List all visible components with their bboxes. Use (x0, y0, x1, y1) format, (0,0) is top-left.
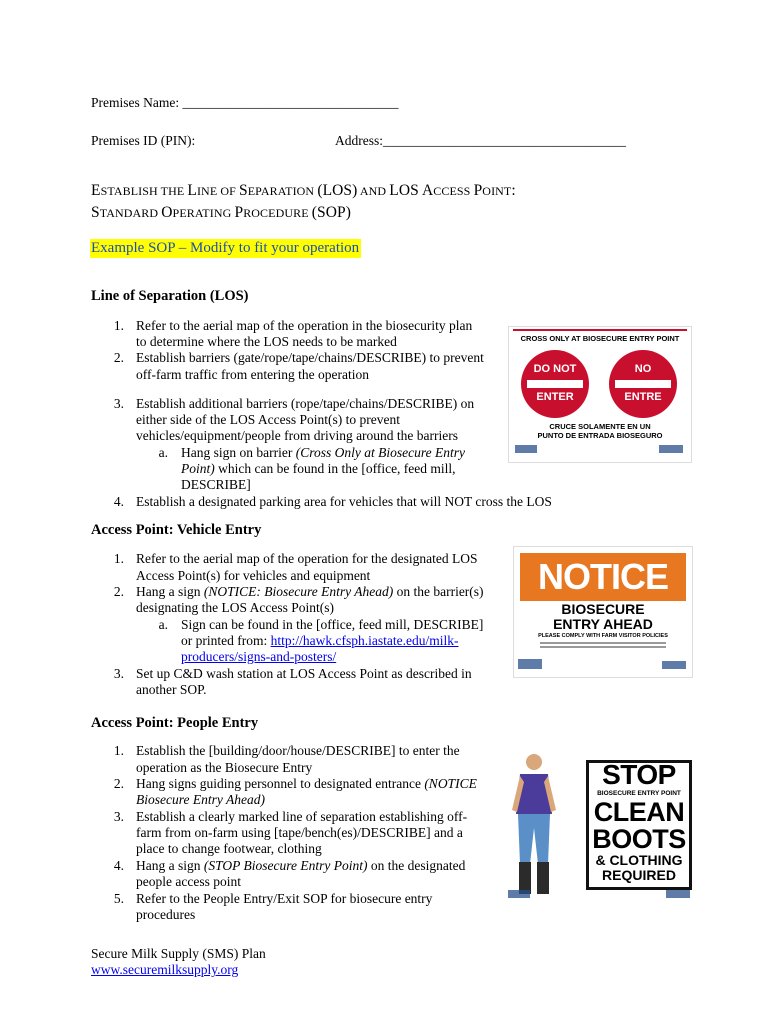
title-small-run: PERATING (172, 206, 235, 220)
signs-link-continued[interactable]: producers/signs-and-posters/ (181, 649, 337, 664)
example-note (90, 238, 361, 258)
list-item-text: Refer to the aerial map of the operation in the biosecurity plan (136, 318, 473, 333)
sign-reference: (STOP Biosecure Entry Point) (203, 858, 368, 873)
list-item-text: Establish additional barriers (rope/tape/chains/DESCRIBE) on (136, 396, 475, 411)
person-jeans (518, 814, 550, 864)
logo-left-icon (515, 445, 537, 453)
logo-right-icon (659, 445, 683, 453)
list-item-text: Establish a clearly marked line of separation establishing off- (136, 809, 468, 824)
do-not-enter-bar (527, 380, 583, 388)
section-heading-vehicle: Access Point: Vehicle Entry (91, 522, 262, 538)
no-text: NO (634, 363, 652, 375)
list-item-text: off-farm traffic from entering the operation (136, 367, 370, 382)
list-item-text (181, 461, 456, 477)
list-number: 3. (113, 396, 124, 411)
title-cap-run: (SOP) (311, 204, 352, 221)
entre-text: ENTRE (624, 391, 662, 403)
list-number: 4. (113, 858, 124, 873)
text-run: on the designated (367, 858, 466, 873)
logo-left-icon (518, 659, 542, 669)
list-item-text: Refer to the aerial map of the operation for the designated LOS (136, 551, 478, 566)
example-note-highlight: Example SOP – Modify to fit your operation (91, 240, 360, 256)
list-item-text: procedures (136, 907, 196, 922)
text-run: or printed from: (181, 633, 271, 648)
title-cap-run: S (239, 182, 248, 199)
list-item-text (136, 584, 484, 600)
stop-line3: & CLOTHING (595, 852, 683, 868)
list-number: 1. (113, 318, 124, 333)
sign-cross-spanish-1: CRUCE SOLAMENTE EN UN (549, 422, 651, 431)
list-item-text (136, 776, 477, 792)
stop-sub-text: BIOSECURE ENTRY POINT (597, 790, 681, 797)
logo-left-icon (508, 890, 530, 898)
text-run: Hang a sign (136, 584, 204, 599)
no-entry-signs (519, 349, 681, 419)
person-boot-right (537, 862, 549, 894)
title-cap-run: P (234, 204, 244, 221)
text-run: which can be found in the [office, feed mill, (214, 461, 456, 476)
address-row (335, 133, 626, 149)
list-item-text: Establish a designated parking area for vehicles that will NOT cross the LOS (136, 494, 552, 509)
list-number: 3. (113, 809, 124, 824)
sign-top-rule (513, 329, 687, 331)
list-item-text (181, 649, 336, 665)
person-in-boots-icon (504, 752, 564, 902)
notice-banner-text: NOTICE (537, 556, 668, 597)
list-letter: a. (158, 445, 168, 460)
notice-line3: PLEASE COMPLY WITH FARM VISITOR POLICIES (538, 633, 668, 639)
page-title-line2 (91, 203, 351, 223)
notice-fine-print-2 (540, 646, 666, 648)
notice-fine-print-1 (540, 642, 666, 644)
list-number: 3. (113, 666, 124, 681)
list-item-text: place to change footwear, clothing (136, 841, 322, 856)
sign-cross-spanish-2: PUNTO DE ENTRADA BIOSEGURO (537, 431, 663, 440)
text-run: Hang sign on barrier (181, 445, 296, 460)
list-item-text: operation as the Biosecure Entry (136, 760, 313, 775)
list-item-text: Access Point(s) for vehicles and equipment (136, 568, 371, 583)
list-number: 5. (113, 891, 124, 906)
list-item-text: either side of the LOS Access Point(s) to prevent (136, 412, 400, 427)
list-item-text (136, 858, 465, 874)
text-run: Hang signs guiding personnel to designated entrance (136, 776, 425, 791)
title-small-run: EPARATION (247, 184, 318, 198)
title-cap-run: (LOS) (317, 182, 358, 199)
list-item-text: farm from on-farm using [tape/bench(es)/DESCRIBE] and a (136, 825, 463, 840)
premises-name-row (91, 95, 398, 111)
footer-website-link[interactable] (91, 962, 238, 978)
logo-right-icon (666, 890, 690, 898)
website-link[interactable]: www.securemilksupply.org (91, 962, 239, 977)
title-cap-run: : (511, 182, 516, 199)
list-item-text: Set up C&D wash station at LOS Access Point as described in (136, 666, 472, 681)
list-number: 2. (113, 584, 124, 599)
premises-id-label: Premises ID (PIN): (91, 133, 196, 148)
title-small-run: OINT (482, 184, 512, 198)
list-letter: a. (158, 617, 168, 632)
sign-reference: (NOTICE (424, 776, 477, 791)
title-small-run: STABLISH THE (100, 184, 188, 198)
title-small-run: ROCEDURE (243, 206, 312, 220)
text-run: on the barrier(s) (393, 584, 484, 599)
title-small-run: INE OF (196, 184, 239, 198)
enter-text: ENTER (536, 391, 574, 403)
list-item-text: designating the LOS Access Point(s) (136, 600, 334, 615)
list-item-text: Sign can be found in the [office, feed mill, DESCRIBE] (181, 617, 484, 632)
title-cap-run: S (91, 204, 100, 221)
section-heading-people: Access Point: People Entry (91, 715, 259, 731)
premises-name-blank[interactable]: ________________________________ (182, 95, 399, 110)
list-number: 2. (113, 350, 124, 365)
list-item-text: Establish barriers (gate/rope/tape/chains/DESCRIBE) to prevent (136, 350, 484, 365)
page-title-line1 (91, 181, 516, 201)
list-number: 1. (113, 551, 124, 566)
title-cap-run: L (187, 182, 197, 199)
sign-cross-top-text: CROSS ONLY AT BIOSECURE ENTRY POINT (520, 334, 680, 343)
sign-reference: (Cross Only at Biosecure Entry (295, 445, 465, 460)
list-number: 2. (113, 776, 124, 791)
stop-line1: CLEAN (593, 797, 685, 827)
section-heading-los: Line of Separation (LOS) (91, 288, 249, 304)
person-head (526, 754, 542, 770)
list-item-text: to determine where the LOS needs to be marked (136, 334, 397, 349)
signs-link[interactable]: http://hawk.cfsph.iastate.edu/milk- (270, 633, 459, 648)
notice-line2: ENTRY AHEAD (553, 616, 653, 632)
list-item-text (181, 445, 465, 461)
stop-line4: REQUIRED (602, 867, 676, 883)
title-small-run: TANDARD (99, 206, 162, 220)
stop-sign-image (500, 752, 696, 904)
list-number: 1. (113, 743, 124, 758)
sign-reference: Point) (181, 461, 215, 476)
list-item-text: Refer to the People Entry/Exit SOP for biosecure entry (136, 891, 433, 906)
no-entre-bar (615, 380, 671, 388)
list-item-text: DESCRIBE] (181, 477, 251, 492)
title-cap-run: E (91, 182, 101, 199)
list-number: 4. (113, 494, 124, 509)
text-run: Hang a sign (136, 858, 204, 873)
title-small-run: AND (357, 184, 390, 198)
do-not-text: DO NOT (533, 363, 577, 375)
stop-line2: BOOTS (592, 824, 686, 854)
list-item-text: vehicles/equipment/people from driving around the barriers (136, 428, 459, 443)
list-item-text (181, 633, 458, 649)
title-cap-run: P (473, 182, 483, 199)
list-item-text: people access point (136, 874, 241, 889)
notice-sign-image (513, 546, 693, 678)
list-item-text: Establish the [building/door/house/DESCRIBE] to enter the (136, 743, 460, 758)
notice-line1: BIOSECURE (561, 601, 645, 617)
list-item-text: another SOP. (136, 682, 207, 697)
address-label: Address: (335, 133, 383, 148)
title-small-run: CCESS (433, 184, 474, 198)
title-cap-run: O (161, 204, 173, 221)
cross-only-sign-image (508, 326, 692, 463)
premises-name-label: Premises Name: (91, 95, 180, 110)
list-item-text: Biosecure Entry Ahead) (136, 792, 265, 807)
logo-right-icon (662, 661, 686, 669)
title-cap-run: LOS A (389, 182, 434, 199)
sign-reference: (NOTICE: Biosecure Entry Ahead) (203, 584, 394, 599)
stop-banner-text: STOP (602, 759, 676, 790)
address-blank[interactable]: ____________________________________ (383, 133, 626, 148)
footer-plan-name: Secure Milk Supply (SMS) Plan (91, 946, 266, 961)
